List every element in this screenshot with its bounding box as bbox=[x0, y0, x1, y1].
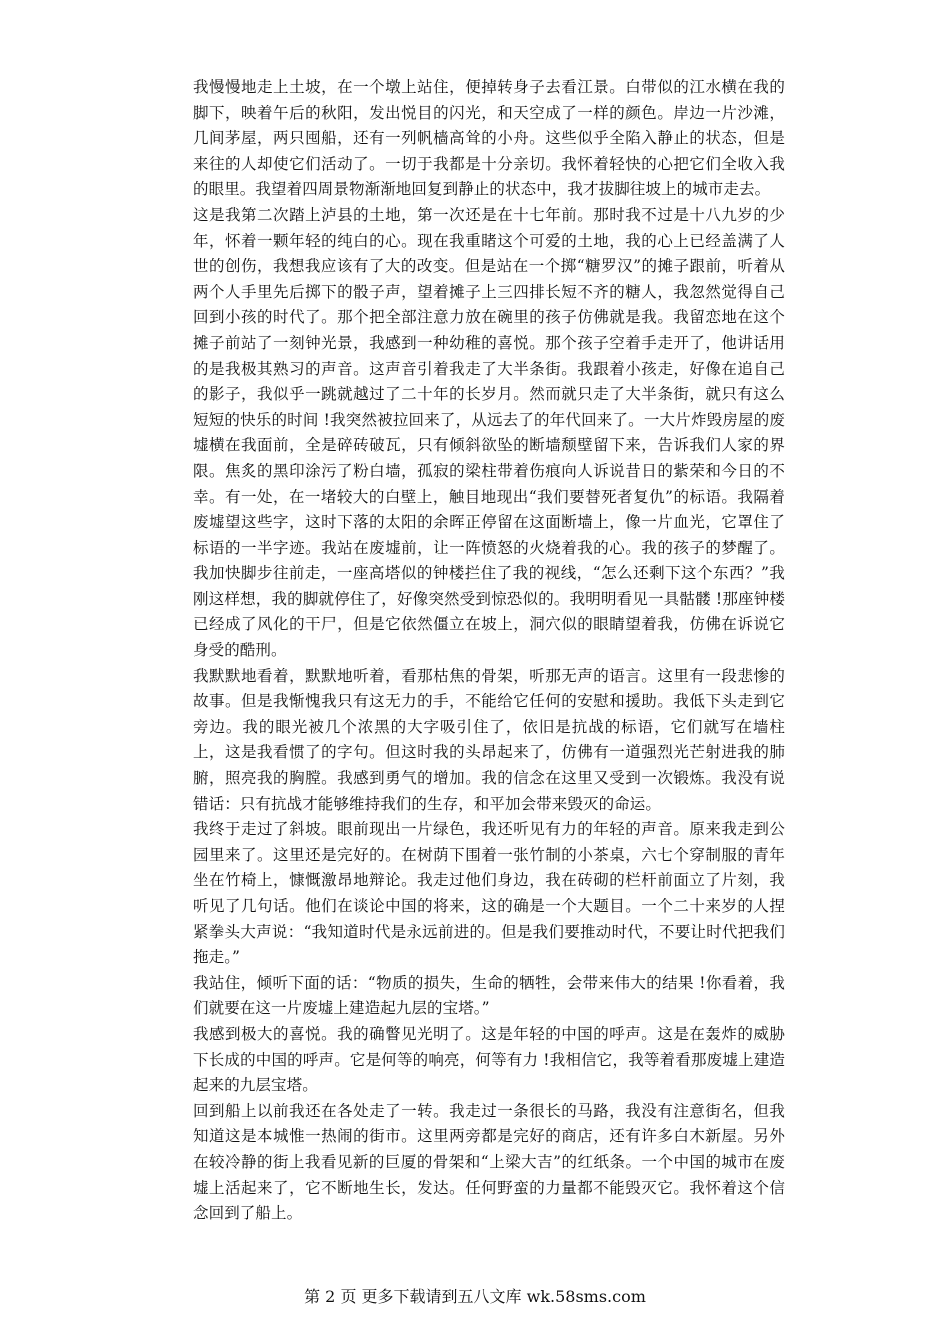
paragraph: 回到船上以前我还在各处走了一转。我走过一条很长的马路，我没有注意街名，但我知道这是本城惟一热闹的街市。这里两旁都是完好的商店，还有许多白木新屋。另外在较冷静的街上我看见新的巨厦的骨架和“上梁大吉”的红纸条。一个中国的城市在废墟上活起来了，它不断地生长，发达。任何野蛮的力量都不能毁灭它。我怀着这个信念回到了船上。 bbox=[193, 1101, 785, 1223]
article-body bbox=[193, 75, 785, 1227]
paragraph: 我终于走过了斜坡。眼前现出一片绿色，我还听见有力的年轻的声音。原来我走到公园里来了。这里还是完好的。在树荫下围着一张竹制的小茶桌，六七个穿制服的青年坐在竹椅上，慷慨激昂地辩论。我走过他们身边，我在砖砌的栏杆前面立了片刻，我听见了几句话。他们在谈论中国的将来，这的确是一个大题目。一个二十来岁的人捏紧拳头大声说：“我知道时代是永远前进的。但是我们要推动时代，不要让时代把我们拖走。” bbox=[193, 820, 785, 967]
paragraph: 我慢慢地走上土坡，在一个墩上站住，便掉转身子去看江景。白带似的江水横在我的脚下，映着午后的秋阳，发出悦目的闪光，和天空成了一样的颜色。岸边一片沙滩，几间茅屋，两只囤船，还有一列帆樯高耸的小舟。这些似乎全陷入静止的状态，但是来往的人却使它们活动了。一切于我都是十分亲切。我怀着轻快的心把它们全收入我的眼里。我望着四周景物渐渐地回复到静止的状态中，我才拔脚往坡上的城市走去。 bbox=[193, 78, 785, 199]
paragraph: 我默默地看着，默默地听着，看那枯焦的骨架，听那无声的语言。这里有一段悲惨的故事。但是我惭愧我只有这无力的手，不能给它任何的安慰和援助。我低下头走到它旁边。我的眼光被几个浓黑的大字吸引住了，依旧是抗战的标语，它们就写在墙柱上，这是我看惯了的字句。但这时我的头昂起来了，仿佛有一道强烈光芒射进我的肺腑，照亮我的胸膛。我感到勇气的增加。我的信念在这里又受到一次锻炼。我没有说错话：只有抗战才能够维持我们的生存，和平加会带来毁灭的命运。 bbox=[193, 666, 785, 813]
page-footer: 第 2 页 更多下载请到五八文库 wk.58sms.com bbox=[304, 1287, 646, 1306]
paragraph: 这是我第二次踏上泸县的土地，第一次还是在十七年前。那时我不过是十八九岁的少年，怀着一颗年轻的纯白的心。现在我重睹这个可爱的土地，我的心上已经盖满了人世的创伤，我想我应该有了大的改变。但是站在一个掷“糖罗汉”的摊子跟前，听着从两个人手里先后掷下的骰子声，望着摊子上三四排长短不齐的糖人，我忽然觉得自己回到小孩的时代了。那个把全部注意力放在碗里的孩子仿佛就是我。我留恋地在这个摊子前站了一刻钟光景，我感到一种幼稚的喜悦。那个孩子空着手走开了，他讲话用的是我极其熟习的声音。这声音引着我走了大半条街。我跟着小孩走，好像在追自己的影子，我似乎一跳就越过了二十年的长岁月。然而就只走了大半条街，就只有这么短短的快乐的时间 !我突然被拉回来了，从远去了的年代回来了。一大片炸毁房屋的废墟横在我面前，全是碎砖破瓦，只有倾斜欲坠的断墙颓壁留下来，告诉我们人家的界限。焦炙的黑印涂污了粉白墙，孤寂的梁柱带着伤痕向人诉说昔日的紫荣和今日的不幸。有一处，在一堵较大的白壁上，触目地现出“我们要替死者复仇”的标语。我隔着废墟望这些字，这时下落的太阳的余晖正停留在这面断墙上，像一片血光，它罩住了标语的一半字迹。我站在废墟前，让一阵愤怒的火烧着我的心。我的孩子的梦醒了。我加快脚步往前走，一座高塔似的钟楼拦住了我的视线，“怎么还剩下这个东西？”我刚这样想，我的脚就停住了，好像突然受到惊恐似的。我明明看见一具骷髅 !那座钟楼已经成了风化的干尸，但是它依然僵立在坡上，洞穴似的眼睛望着我，仿佛在诉说它身受的酷刑。 bbox=[193, 205, 785, 660]
paragraph: 我感到极大的喜悦。我的确瞥见光明了。这是年轻的中国的呼声。这是在轰炸的威胁下长成的中国的呼声。它是何等的响亮，何等有力 !我相信它，我等着看那废墟上建造起来的九层宝塔。 bbox=[193, 1024, 785, 1095]
paragraph: 我站住，倾听下面的话：“物质的损失，生命的牺牲，会带来伟大的结果 !你看着，我们就要在这一片废墟上建造起九层的宝塔。” bbox=[193, 973, 785, 1018]
